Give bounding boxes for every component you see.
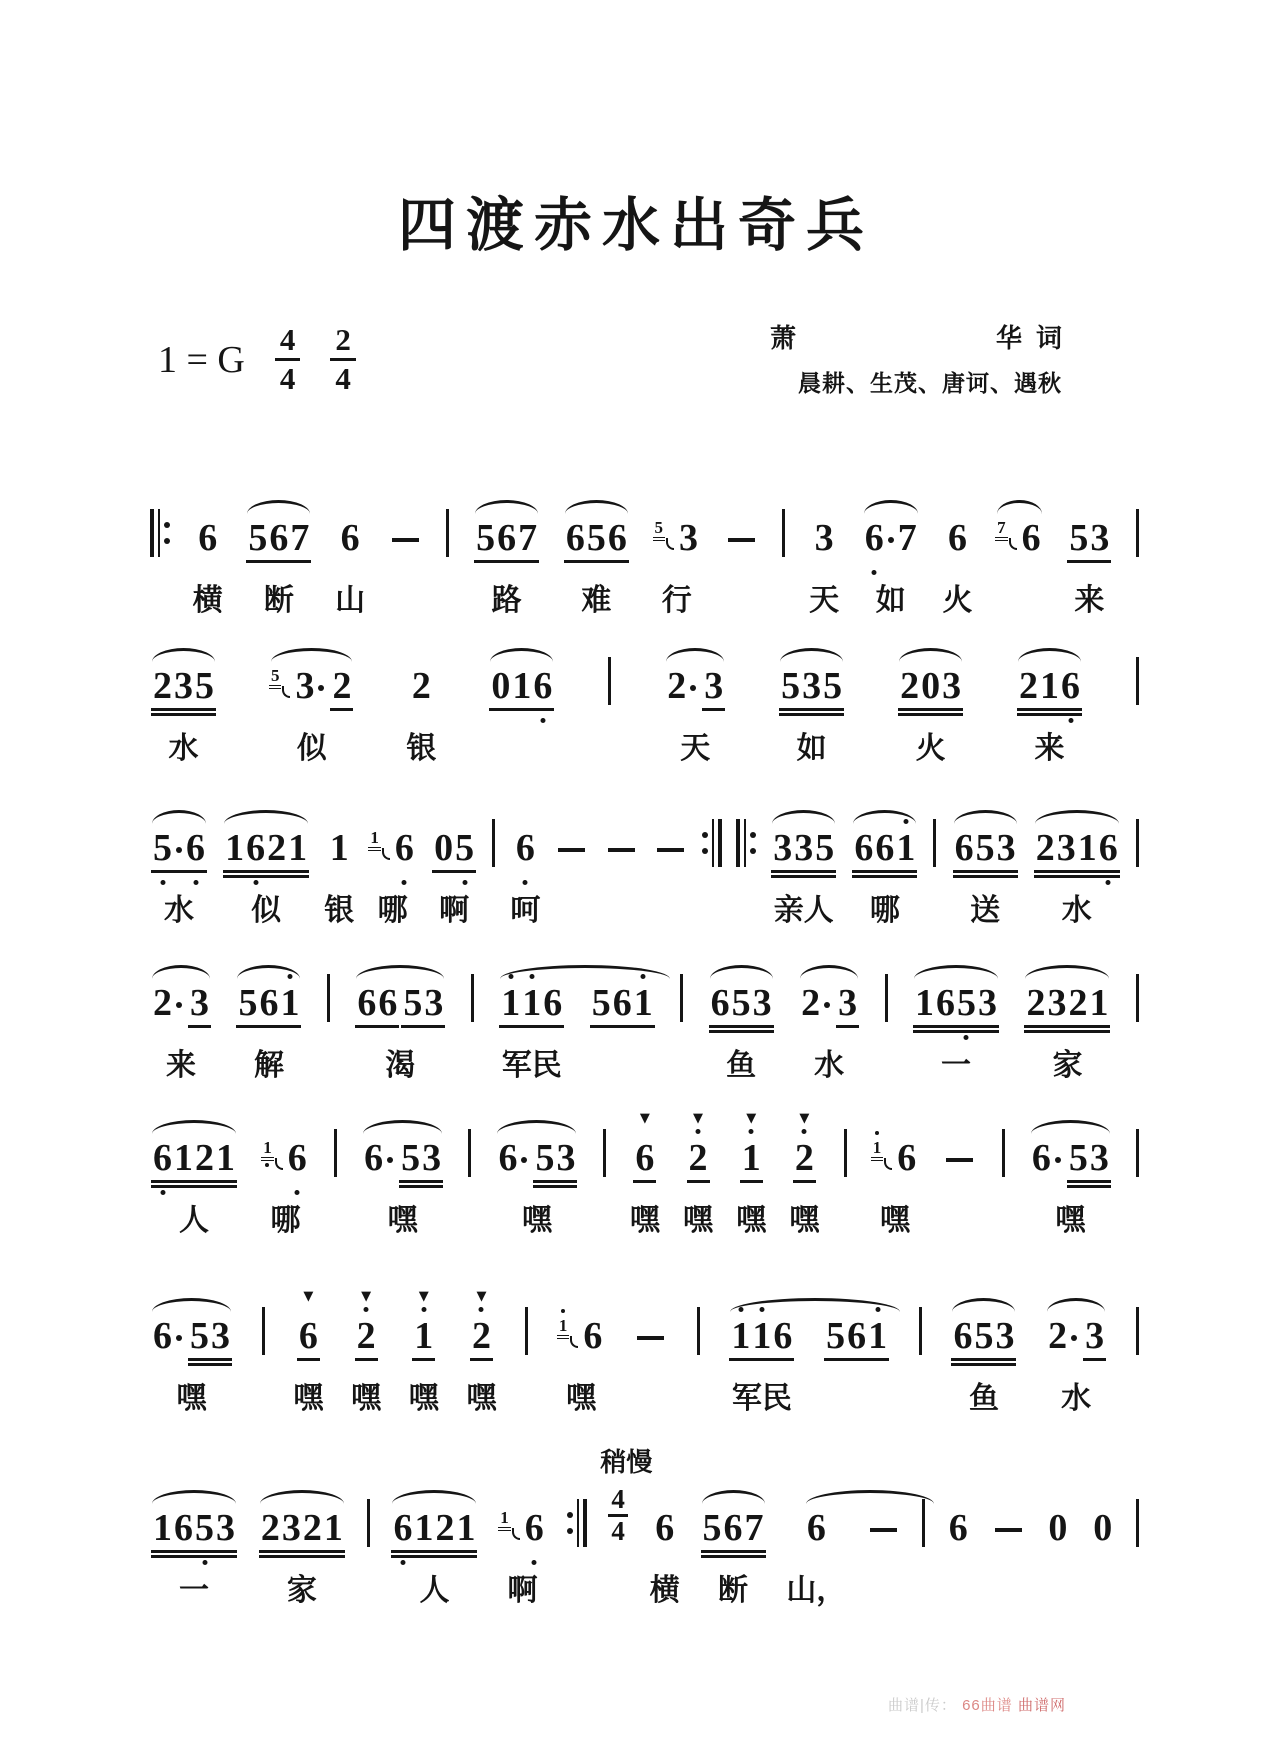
note-group: 3 天 [809, 517, 840, 617]
note-group: 6 [948, 1507, 968, 1549]
slur-arc [260, 1490, 344, 1504]
note-group: 6 ▼ 嘿 [629, 1111, 660, 1237]
lyric: 哪 [869, 894, 900, 927]
music-system-3 [150, 797, 1140, 925]
lyric: 人 [419, 1574, 450, 1607]
grace-note: 1 [498, 1509, 520, 1531]
note-group: 6 6 1 哪 [851, 797, 918, 925]
watermark-site: 曲谱网 [1017, 1697, 1066, 1714]
lyric: 嘿 [566, 1382, 597, 1415]
lyric: 渴 [385, 1049, 416, 1082]
barline [1135, 1107, 1140, 1235]
lyric: 断 [263, 584, 294, 617]
lyricist-role: 词 [1035, 323, 1062, 353]
lyric: 水 [814, 1049, 845, 1082]
lyric: 啊 [439, 894, 470, 927]
note-group: 5 6 7 路 [473, 487, 540, 615]
note-group: 1 6 2 1 似 [222, 797, 310, 925]
note-group: 6 火 [942, 517, 973, 617]
lyric: 哪 [270, 1204, 301, 1237]
music-system-1 [150, 487, 1140, 615]
note-group: 6 山， [786, 1477, 846, 1605]
watermark [888, 1694, 1066, 1715]
lyric: 银 [324, 894, 355, 927]
barline [932, 797, 937, 925]
note-group: 2 ▼ 嘿 [789, 1111, 820, 1237]
grace-note: 7 [995, 519, 1017, 541]
lyric: 水 [164, 894, 194, 927]
dash-note [604, 797, 639, 925]
note-group: 0 5 啊 [431, 797, 477, 925]
barline [445, 487, 450, 615]
music-system-7 [150, 1447, 1140, 1607]
dash-note [388, 487, 423, 615]
slur-arc [475, 500, 538, 514]
lyric: 如 [796, 732, 827, 765]
lyric: 嘿 [176, 1382, 207, 1415]
note-group: 6 5 6 难 [563, 487, 630, 615]
slur-arc [800, 965, 858, 979]
lyric: 鱼 [726, 1049, 757, 1082]
slur-arc [152, 1120, 236, 1134]
note-group: 1 6 5 3 一 [150, 1477, 238, 1605]
barline [607, 635, 612, 763]
time-signature-1: $\frac{4}{4}$ [275, 322, 301, 396]
slur-arc [224, 810, 308, 824]
barline [602, 1107, 607, 1235]
barline [366, 1477, 371, 1605]
barline [1135, 797, 1140, 925]
note-group: 2 3 天 [664, 635, 726, 763]
lyric: 银 [406, 732, 437, 765]
note-group: 1 银 [324, 827, 355, 927]
lyric: 解 [253, 1049, 284, 1082]
barline [1135, 487, 1140, 615]
note-group: 2 ▼ 嘿 [466, 1289, 497, 1415]
barline [1135, 635, 1140, 763]
dash-note [653, 797, 688, 925]
note-group: 2 3 1 6 水 [1033, 797, 1121, 925]
slur-arc [392, 1490, 476, 1504]
repeat-end-sign [567, 1477, 587, 1605]
lyric: 呵 [510, 894, 541, 927]
lyric: 如 [875, 584, 906, 617]
slur-arc [899, 648, 962, 662]
slur-arc [247, 500, 310, 514]
slur-arc [954, 810, 1017, 824]
note-group: 1 6 哪 [370, 827, 414, 927]
lyric: 水 [1061, 1382, 1092, 1415]
note-group: 2 3 2 1 家 [258, 1477, 346, 1605]
lyric: 水 [168, 732, 199, 765]
note-group: 5 3 行 [654, 517, 698, 617]
lyric: 嘿 [387, 1204, 418, 1237]
repeat-end-sign [702, 797, 722, 925]
slur-arc [1047, 1298, 1105, 1312]
lyric: 嘿 [293, 1382, 324, 1415]
barline [491, 797, 496, 925]
note-group: 5 6 7 断 [245, 487, 312, 615]
note-group: 5 6 1 [589, 952, 656, 1080]
lyric: 哪 [377, 894, 408, 927]
lyric: 天 [680, 732, 711, 765]
grace-note: 1 [261, 1139, 283, 1161]
music-system-5 [150, 1107, 1140, 1235]
note-group: 2 ▼ 嘿 [351, 1289, 382, 1415]
note-group: 6 横 [192, 517, 223, 617]
note-group: 1 6 啊 [500, 1507, 544, 1607]
lyric: 啊 [507, 1574, 538, 1607]
note-group: 1 6 哪 [263, 1137, 307, 1237]
barline [918, 1285, 923, 1413]
lyric: 一 [940, 1049, 971, 1082]
slur-arc [356, 965, 444, 979]
barline [326, 952, 331, 1080]
slur-arc [702, 1490, 765, 1504]
note-group: 6 6 5 3 渴 [354, 952, 446, 1080]
lyric: 嘿 [736, 1204, 767, 1237]
key-label: 1 = G [158, 339, 245, 382]
barline [1135, 952, 1140, 1080]
music-system-4 [150, 952, 1140, 1080]
note-group: 6 5 3 鱼 [950, 1285, 1017, 1413]
note-group: 5 6 1 解 [235, 952, 302, 1080]
repeat-start-sign [150, 487, 170, 615]
slur-arc [271, 648, 353, 662]
lyric: 嘿 [408, 1382, 439, 1415]
lyricist-name-rest: 华 词 [995, 323, 1062, 353]
note-group: 6 山 [335, 517, 366, 617]
note-group: 5 6 水 [150, 797, 208, 925]
lyric: 嘿 [629, 1204, 660, 1237]
lyric: 水 [1061, 894, 1092, 927]
note-group: 6 5 3 嘿 [361, 1107, 444, 1235]
barline [333, 1107, 338, 1235]
dash-note [554, 797, 589, 925]
note-group: 2 ▼ 嘿 [683, 1111, 713, 1237]
barline [1001, 1107, 1006, 1235]
slur-arc [864, 500, 918, 514]
note-group: 2 3 2 1 家 [1023, 952, 1111, 1080]
barline [884, 952, 889, 1080]
barline [261, 1285, 266, 1413]
slur-arc [152, 648, 215, 662]
slur-arc [152, 1490, 236, 1504]
dash-note [633, 1285, 668, 1413]
barline [524, 1285, 529, 1413]
note-group: 6 1 2 1 人 [150, 1107, 238, 1235]
lyric: 一 [179, 1574, 209, 1607]
barline [679, 952, 684, 1080]
slur-arc [1025, 965, 1109, 979]
lyric: 嘿 [1055, 1204, 1086, 1237]
lyric: 鱼 [968, 1382, 999, 1415]
note-group: 1 ▼ 嘿 [736, 1111, 767, 1237]
lyric: 来 [166, 1049, 196, 1082]
note-group: 5 3 来 [1066, 487, 1112, 615]
note-group: 0 [1093, 1507, 1113, 1549]
slur-arc [806, 1490, 934, 1504]
slur-arc [152, 1298, 231, 1312]
slur-arc [152, 965, 210, 979]
watermark-red: 66曲谱 [962, 1697, 1013, 1714]
slur-arc [363, 1120, 442, 1134]
dash-note [942, 1107, 977, 1235]
lyric: 断 [718, 1574, 748, 1607]
note-group: 2 3 水 [1045, 1285, 1107, 1413]
song-title: 四渡赤水出奇兵 [397, 193, 874, 258]
grace-note: 1 [871, 1139, 893, 1161]
lyric: 军民 [731, 1382, 792, 1415]
note-group: 2 3 来 [150, 952, 212, 1080]
music-system-6 [150, 1285, 1140, 1413]
slur-arc [997, 500, 1042, 514]
slur-arc [780, 648, 843, 662]
slur-arc [497, 1120, 576, 1134]
note-group: 6 横 [649, 1507, 680, 1607]
lyric: 送 [970, 894, 1001, 927]
lyric: 路 [491, 584, 522, 617]
note-group: 2 0 3 火 [897, 635, 964, 763]
note-group: 6 7 如 [862, 487, 920, 615]
note-group: 5 3 2 似 [269, 635, 355, 763]
grace-note: 1 [368, 829, 390, 851]
lyric: 军民 [501, 1049, 562, 1082]
note-group: 2 银 [406, 665, 437, 765]
lyric: 嘿 [880, 1204, 910, 1237]
note-group: 5 6 7 断 [700, 1477, 767, 1605]
slur-arc [490, 648, 553, 662]
grace-note: 5 [269, 667, 291, 689]
lyric: 嘿 [789, 1204, 820, 1237]
note-group: 1 ▼ 嘿 [408, 1289, 439, 1415]
note-group: 5 3 5 如 [778, 635, 845, 763]
lyric: 火 [942, 584, 973, 617]
lyric: 家 [1052, 1049, 1083, 1082]
lyric: 家 [286, 1574, 317, 1607]
note-group: 6 ▼ 嘿 [293, 1289, 324, 1415]
barline [696, 1285, 701, 1413]
grace-note: 5 [653, 519, 675, 541]
note-group: 1 1 6 军民 [728, 1285, 795, 1413]
lyric: 嘿 [466, 1382, 497, 1415]
slur-arc [710, 965, 773, 979]
note-group: 2 1 6 来 [1016, 635, 1083, 763]
lyric: 火 [915, 732, 946, 765]
lyric: 亲人 [773, 894, 834, 927]
note-group: 1 6 嘿 [872, 1137, 917, 1237]
note-group: 6 5 3 送 [952, 797, 1019, 925]
note-group: 1 1 6 军民 [498, 952, 565, 1080]
slur-arc [1018, 648, 1081, 662]
barline [467, 1107, 472, 1235]
lyric: 山 [335, 584, 366, 617]
slur-arc [952, 1298, 1015, 1312]
barline [470, 952, 475, 1080]
note-group: 6 1 2 1 人 [390, 1477, 478, 1605]
tempo-marking: 稍慢 [600, 1447, 653, 1478]
grace-note: 1 [557, 1317, 579, 1339]
barline [1135, 1285, 1140, 1413]
lyric: 横 [649, 1574, 680, 1607]
slur-arc [772, 810, 835, 824]
note-group: 1 6 嘿 [558, 1315, 603, 1415]
lyric: 嘿 [521, 1204, 552, 1237]
note-group: 0 [1048, 1507, 1068, 1549]
note-group: 7 6 [995, 487, 1044, 615]
lyricist-name-first: 萧 [770, 323, 797, 353]
repeat-start-sign [736, 797, 756, 925]
lyric: 横 [192, 584, 223, 617]
note-group: 6 5 3 嘿 [1029, 1107, 1112, 1235]
music-system-2 [150, 635, 1140, 763]
lyric: 山， [786, 1574, 847, 1607]
time-signature-2: $\frac{2}{4}$ [330, 322, 356, 396]
lyric: 难 [581, 584, 612, 617]
lyric: 嘿 [351, 1382, 382, 1415]
watermark-gray: 曲谱|传： [888, 1697, 957, 1714]
dash-note [991, 1477, 1026, 1605]
barline [781, 487, 786, 615]
dash-note [724, 487, 759, 615]
lyric: 嘿 [683, 1204, 713, 1237]
note-group: 6 呵 [510, 827, 541, 927]
lyric: 行 [661, 584, 692, 617]
lyric: 似 [296, 732, 327, 765]
lyric: 天 [809, 584, 840, 617]
barline [1135, 1477, 1140, 1605]
lyric: 人 [179, 1204, 209, 1237]
slur-arc [1031, 1120, 1110, 1134]
lyric: 来 [1034, 732, 1065, 765]
note-group: 6 5 3 嘿 [495, 1107, 578, 1235]
slur-arc [1035, 810, 1119, 824]
note-group: 5 6 1 [823, 1285, 890, 1413]
note-group: 2 3 水 [798, 952, 860, 1080]
note-group: 6 5 3 鱼 [708, 952, 775, 1080]
composers-line: 晨耕、生茂、唐诃、遇秋 [798, 370, 1062, 396]
barline [843, 1107, 848, 1235]
slur-arc [666, 648, 724, 662]
mid-score-time-signature: 稍慢 4 4 [600, 1447, 653, 1547]
note-group: 3 3 5 亲人 [770, 797, 837, 925]
slur-arc [565, 500, 628, 514]
slur-arc [914, 965, 998, 979]
note-group: 6 5 3 嘿 [150, 1285, 233, 1413]
lyric: 来 [1074, 584, 1105, 617]
note-group: 1 6 5 3 一 [912, 952, 1000, 1080]
note-group: 0 1 6 [488, 635, 555, 763]
slur-arc [152, 810, 206, 824]
note-group: 2 3 5 水 [150, 635, 217, 763]
lyric: 似 [251, 894, 282, 927]
